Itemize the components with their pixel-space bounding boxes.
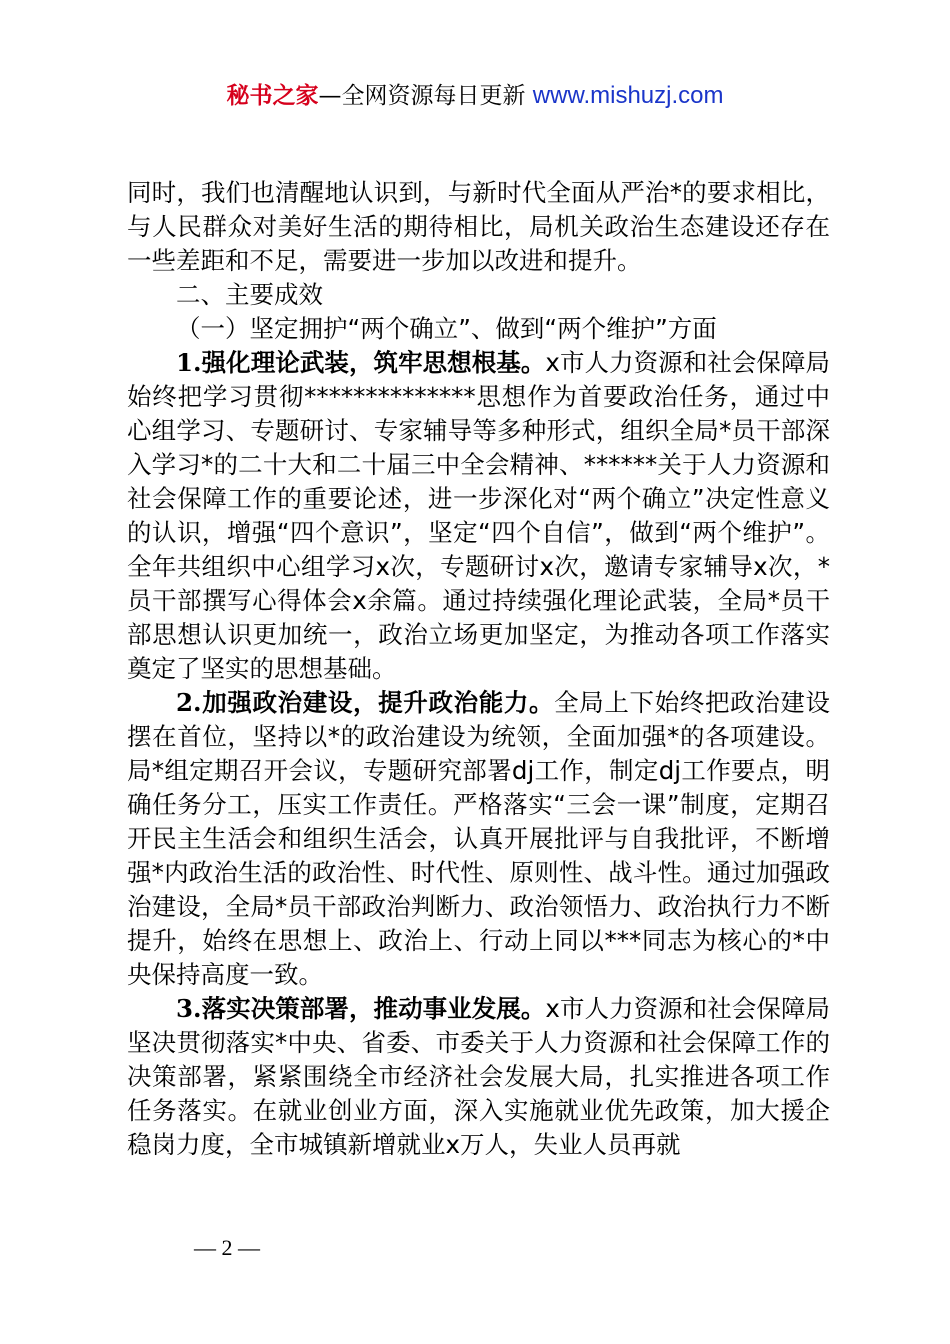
header-url-link[interactable]: www.mishuzj.com: [532, 82, 724, 109]
item-3-lead: 3.落实决策部署，推动事业发展。: [176, 994, 546, 1023]
item-2-body: 全局上下始终把政治建设摆在首位，坚持以*的政治建设为统领，全面加强*的各项建设。局*组定期召开会议，专题研究部署dj工作，制定dj工作要点，明确任务分工，压实工作责任。严格落实“三会一课”制度，定期召开民主生活会和组织生活会，认真开展批评与自我批评，不断增强*内政治生活的政治性、时代性、原则性、战斗性。通过加强政治建设，全局*员干部政治判断力、政治领悟力、政治执行力不断提升，始终在思想上、政治上、行动上同以***同志为核心的*中央保持高度一致。: [127, 688, 831, 989]
header-brand: 秘书之家: [226, 83, 319, 109]
item-2-lead: 2.加强政治建设，提升政治能力。: [176, 688, 555, 717]
paragraph-intro: 同时，我们也清醒地认识到，与新时代全面从严治*的要求相比，与人民群众对美好生活的期待相比，局机关政治生态建设还存在一些差距和不足，需要进一步加以改进和提升。: [127, 178, 830, 275]
item-3-body: x市人力资源和社会保障局坚决贯彻落实*中央、省委、市委关于人力资源和社会保障工作的决策部署，紧紧围绕全市经济社会发展大局，扎实推进各项工作任务落实。在就业创业方面，深入实施就业优先政策，加大援企稳岗力度，全市城镇新增就业x万人，失业人员再就: [127, 994, 831, 1159]
paragraph-item-3: [127, 992, 830, 1162]
item-1-body: x市人力资源和社会保障局始终把学习贯彻**************思想作为首要政治任务，通过中心组学习、专题研讨、专家辅导等多种形式，组织全局*员干部深入学习*的二十大和二十届三中全会精神、******关于人力资源和社会保障工作的重要论述，进一步深化对“两个确立”决定性意义的认识，增强“四个意识”，坚定“四个自信”，做到“两个维护”。全年共组织中心组学习x次，专题研讨x次，邀请专家辅导x次，*员干部撰写心得体会x余篇。通过持续强化理论武装，全局*员干部思想认识更加统一，政治立场更加坚定，为推动各项工作落实奠定了坚实的思想基础。: [127, 348, 831, 683]
paragraph-item-1: [127, 346, 830, 686]
site-header: [0, 80, 950, 112]
item-1-lead: 1.强化理论武装，筑牢思想根基。: [176, 348, 546, 377]
document-body: [127, 176, 830, 1162]
section-heading-main-results: 二、主要成效: [176, 280, 323, 309]
header-tagline: —全网资源每日更新: [318, 83, 533, 109]
subsection-heading-1: （一）坚定拥护“两个确立”、做到“两个维护”方面: [176, 314, 717, 343]
paragraph-item-2: [127, 686, 830, 992]
page-number: — 2 —: [194, 1235, 260, 1260]
